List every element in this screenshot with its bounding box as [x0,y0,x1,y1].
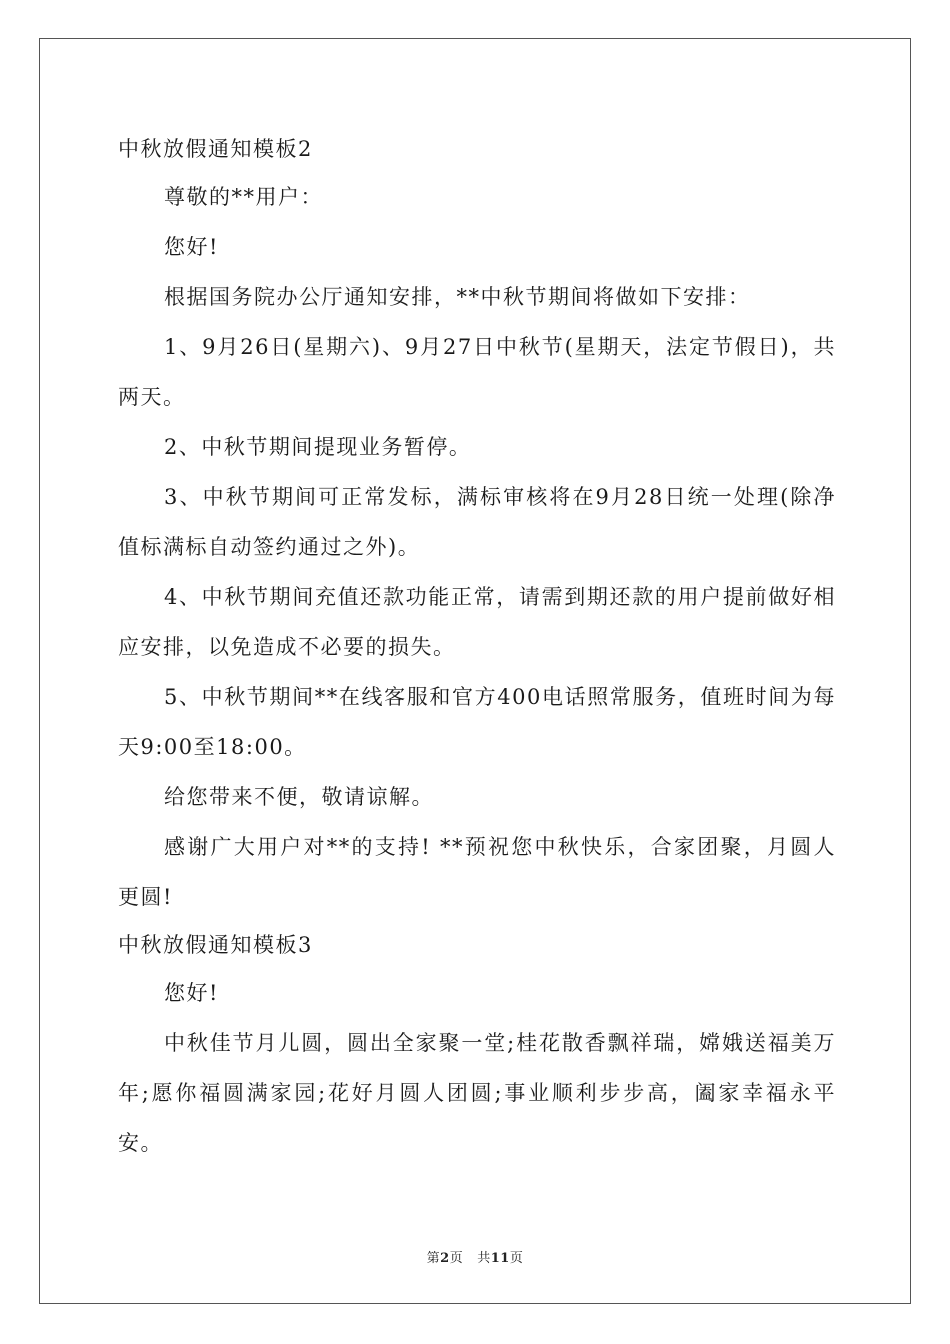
section-title: 中秋放假通知模板2 [118,137,313,161]
page-number: 2 [440,1251,450,1266]
paragraph: 您好! [164,981,219,1005]
paragraph: 1、9月26日(星期六)、9月27日中秋节(星期天，法定节假日)，共两天。 [118,335,836,409]
paragraph: 给您带来不便，敬请谅解。 [164,785,434,809]
total-suffix: 页 [509,1251,524,1266]
document-body [118,126,836,1168]
paragraph: 5、中秋节期间**在线客服和官方400电话照常服务，值班时间为每天9:00至18:00。 [118,685,836,759]
page-prefix: 第 [426,1251,441,1266]
paragraph: 2、中秋节期间提现业务暂停。 [164,435,472,459]
paragraph: 感谢广大用户对**的支持! **预祝您中秋快乐，合家团聚，月圆人更圆! [118,835,836,909]
section-title: 中秋放假通知模板3 [118,933,313,957]
paragraph: 根据国务院办公厅通知安排，**中秋节期间将做如下安排： [164,285,751,309]
page-footer [0,1247,950,1266]
paragraph: 尊敬的**用户： [164,185,323,209]
paragraph: 中秋佳节月儿圆，圆出全家聚一堂;桂花散香飘祥瑞，嫦娥送福美万年;愿你福圆满家园;花好月圆人团圆;事业顺利步步高，阖家幸福永平安。 [118,1031,836,1155]
total-pages: 11 [490,1251,510,1266]
paragraph: 3、中秋节期间可正常发标，满标审核将在9月28日统一处理(除净值标满标自动签约通过之外)。 [118,485,836,559]
page-suffix: 页 [449,1251,464,1266]
paragraph: 您好! [164,235,219,259]
paragraph: 4、中秋节期间充值还款功能正常，请需到期还款的用户提前做好相应安排，以免造成不必要的损失。 [118,585,836,659]
total-prefix: 共 [477,1251,491,1266]
